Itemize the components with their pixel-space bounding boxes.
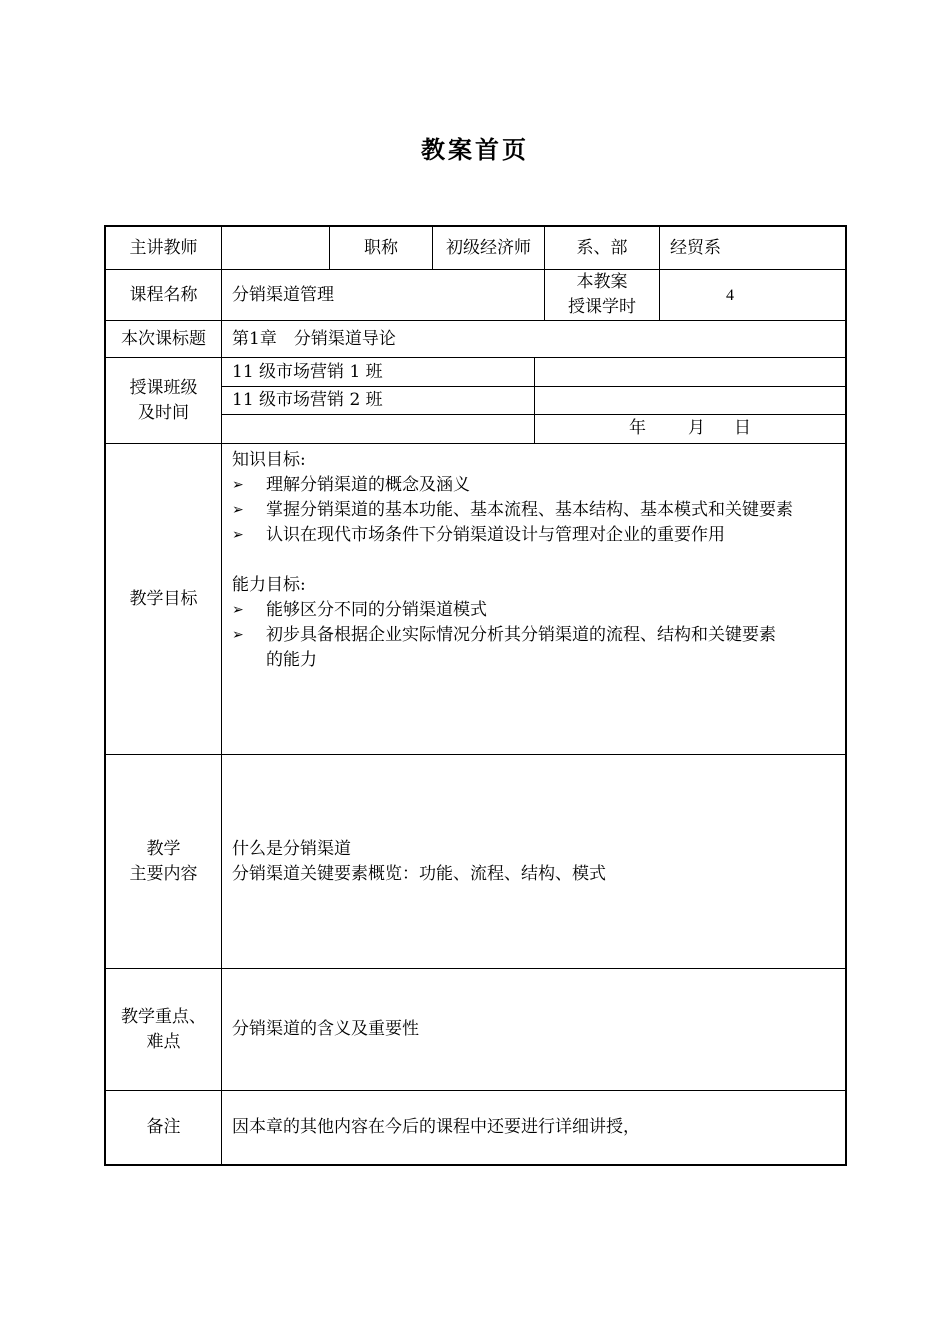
teacher-value bbox=[222, 227, 329, 269]
key-points-label-line-1: 教学重点、 bbox=[121, 1006, 206, 1027]
main-content-line: 什么是分销渠道 bbox=[232, 838, 351, 859]
bullet-arrow-icon: ➢ bbox=[232, 477, 244, 493]
class-2-name: 11 级市场营销 2 班 bbox=[232, 390, 383, 410]
bullet-arrow-icon: ➢ bbox=[232, 627, 244, 643]
key-points-label-line-2: 难点 bbox=[146, 1031, 181, 1052]
department-label: 系、部 bbox=[576, 237, 628, 258]
date-year: 年 bbox=[629, 418, 646, 438]
knowledge-goal-item: ➢ 认识在现代市场条件下分销渠道设计与管理对企业的重要作用 bbox=[232, 523, 845, 548]
class-time-label-line-1: 授课班级 bbox=[129, 377, 198, 398]
knowledge-goals-heading: 知识目标: bbox=[232, 450, 306, 470]
knowledge-goal-item: ➢ 掌握分销渠道的基本功能、基本流程、基本结构、基本模式和关键要素 bbox=[232, 498, 845, 523]
lesson-topic-label: 本次课标题 bbox=[121, 328, 206, 349]
class-hours-label-line-1: 本教案 bbox=[576, 272, 628, 292]
teacher-label: 主讲教师 bbox=[129, 237, 198, 258]
course-name-label: 课程名称 bbox=[129, 284, 198, 305]
course-name-value: 分销渠道管理 bbox=[232, 284, 334, 305]
main-content-label-line-2: 主要内容 bbox=[129, 863, 198, 884]
class-hours-label-line-2: 授课学时 bbox=[568, 297, 636, 317]
bullet-arrow-icon: ➢ bbox=[232, 602, 244, 618]
job-title-label: 职称 bbox=[364, 237, 398, 258]
bullet-arrow-icon: ➢ bbox=[232, 527, 244, 543]
main-content-label-line-1: 教学 bbox=[146, 838, 181, 859]
class-time-label bbox=[106, 358, 221, 443]
department-value: 经贸系 bbox=[670, 237, 721, 258]
notes-value: 因本章的其他内容在今后的课程中还要进行详细讲授， bbox=[232, 1117, 640, 1137]
class-hours-value: 4 bbox=[726, 286, 734, 304]
job-title-value: 初级经济师 bbox=[446, 237, 531, 258]
ability-goals-heading: 能力目标: bbox=[232, 575, 306, 595]
ability-goal-item: ➢ 初步具备根据企业实际情况分析其分销渠道的流程、结构和关键要素 bbox=[232, 623, 845, 648]
date-month: 月 bbox=[688, 418, 705, 438]
main-content-value bbox=[222, 755, 845, 968]
class-hours-label bbox=[545, 270, 659, 320]
teaching-goals-content bbox=[222, 444, 845, 754]
ability-goal-item: ➢ 能够区分不同的分销渠道模式 bbox=[232, 598, 845, 623]
knowledge-goal-item: ➢ 理解分销渠道的概念及涵义 bbox=[232, 473, 845, 498]
class-1-name: 11 级市场营销 1 班 bbox=[232, 361, 383, 382]
page-title: 教案首页 bbox=[421, 135, 529, 164]
class-time-label-line-2: 及时间 bbox=[138, 402, 189, 423]
main-content-line: 分销渠道关键要素概览：功能、流程、结构、模式 bbox=[232, 863, 606, 884]
main-content-label bbox=[106, 755, 221, 968]
key-points-label bbox=[106, 969, 221, 1090]
bullet-arrow-icon: ➢ bbox=[232, 502, 244, 518]
date-day: 日 bbox=[734, 418, 751, 438]
lesson-topic-value: 第1章 分销渠道导论 bbox=[232, 328, 396, 349]
teaching-goals-label: 教学目标 bbox=[129, 588, 198, 609]
notes-label: 备注 bbox=[146, 1117, 181, 1137]
date-field bbox=[535, 415, 845, 443]
ability-goal-item-continuation: 的能力 bbox=[266, 650, 317, 670]
key-points-value: 分销渠道的含义及重要性 bbox=[232, 1019, 419, 1039]
